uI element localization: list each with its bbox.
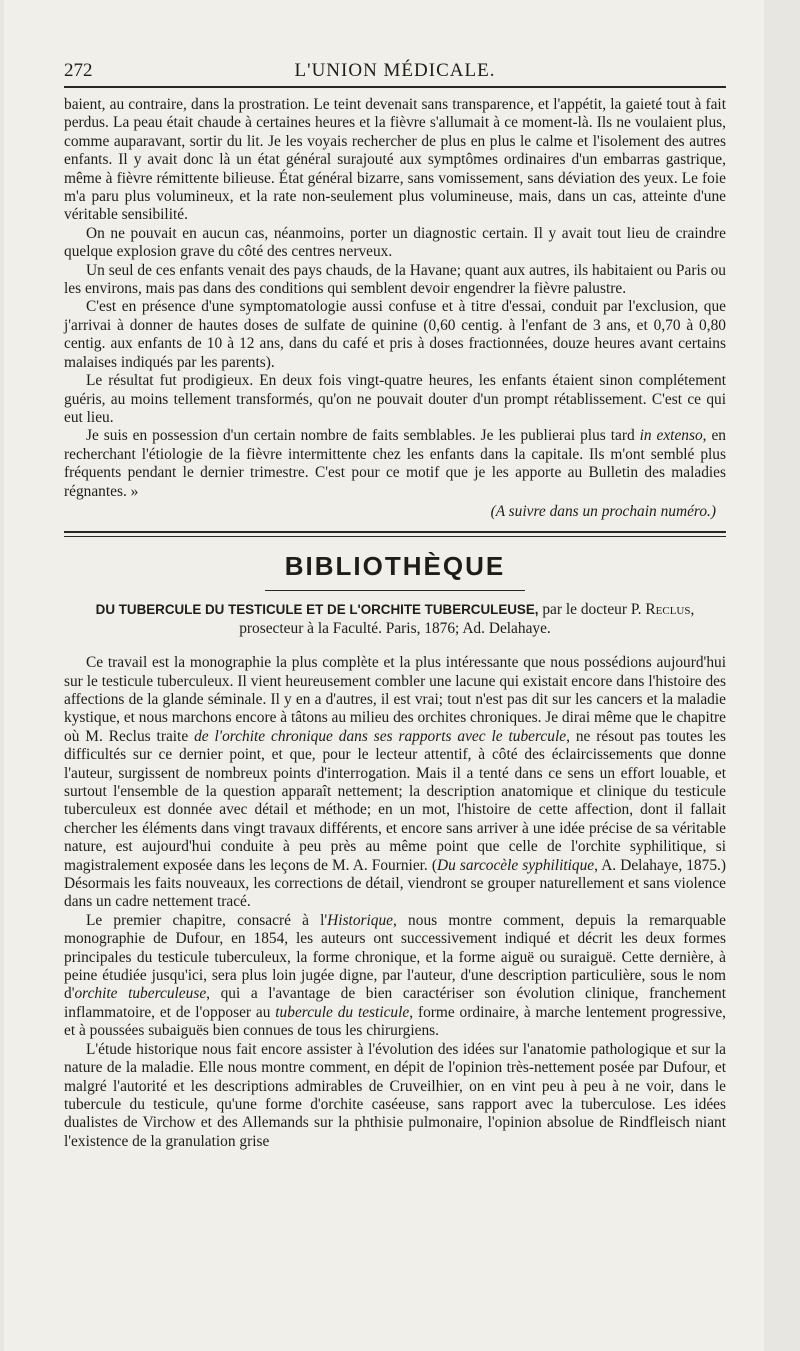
r2-italic-3: tubercule du testicule	[275, 1003, 410, 1021]
continued-note: (A suivre dans un prochain numéro.)	[490, 502, 716, 520]
r2-italic-1: Historique	[327, 911, 394, 929]
review-paragraph-1	[64, 654, 726, 912]
section-title: BIBLIOTHÈQUE	[284, 551, 506, 582]
p6-text-a: Je suis en possession d'un certain nombre de faits semblables. Je les publierai plus tard	[86, 427, 640, 445]
r1-italic-2: Du sarcocèle syphilitique	[436, 856, 595, 874]
article-paragraph-3: Un seul de ces enfants venait des pays chauds, de la Havane; quant aux autres, ils habitaient ou Paris ou les environs, mais pas dans des conditions qui semblent devoir engendrer la fièvre palustre.	[64, 261, 726, 298]
review-paragraph-3: L'étude historique nous fait encore assister à l'évolution des idées sur l'anatomie pathologique et sur la nature de la maladie. Elle nous montre comment, en dépit de l'opinion très-nettement posée par Dufour, et malgré l'autorité et les descriptions admirables de Cruveilhier, on en vint peu à peu à ne voir, dans le tubercule du testicule, qu'une forme d'orchite caséeuse, sans rapport avec la tuberculose. Les idées dualistes de Virchow et des Allemands sur la phthisie pulmonaire, l'opinion absolue de Rindfleisch niant l'existence de la granulation grise	[64, 1040, 726, 1150]
r2-text-b: , nous montre comment, depuis la remarquable monographie de Dufour, en 1854, les auteurs ont successivement indiqué et décrit les deux formes principales du testicule tuberculeux, la forme chronique, et la forme aiguë ou suraiguë. Cette dernière, à peine étudiée jusqu'ici, sera plus loin jugée digne, par l'auteur, d'une description particulière, sous le nom d'	[64, 911, 726, 1003]
r1-text-b: , ne résout pas toutes les difficultés sur ce dernier point, et que, pour le lecteur attentif, à côté des éclaircissements que donne l'auteur, surgissent de nombreux points d'interrogation. Mais il a tenté dans ce sens un effort louable, et surtout l'ensemble de la question apparaît nettement; la description anatomique et clinique du testicule tuberculeux est donnée avec détail et méthode; en un mot, l'histoire de cette affection, dont il fallait chercher les éléments dans vingt travaux différents, et encore sans arriver à une idée précise de sa véritable nature, est aujourd'hui conduite à peu près au même point que celle de l'orchite syphilitique, si magistralement exposée dans les leçons de M. A. Fournier. (	[64, 727, 726, 874]
review-paragraph-2	[64, 912, 726, 1041]
article-paragraph-5: Le résultat fut prodigieux. En deux fois vingt-quatre heures, les enfants étaient sinon complétement guéris, au moins tellement transformés, qu'on ne pouvait douter d'un prompt rétablissement. C'est ce qui eut lieu.	[64, 372, 726, 426]
section-divider	[64, 531, 726, 537]
r1-text-c: , A. Delahaye, 1875.) Désormais les faits nouveaux, les corrections de détail, viendront se grouper naturellement et sans violence dans un cadre nettement tracé.	[64, 856, 726, 911]
book-author: Reclus	[645, 601, 691, 619]
r2-text-d: , forme ordinaire, à marche lentement progressive, et à poussées subaiguës bien connues de tous les chirurgiens.	[64, 1003, 726, 1040]
r2-italic-2: orchite tuberculeuse	[74, 985, 207, 1003]
p6-italic: in extenso	[639, 427, 703, 445]
p6-text-b: , en recherchant l'étiologie de la fièvre intermittente chez les enfants dans la capitale. Ils m'ont semblé plus fréquents pendant le dernier trimestre. C'est pour ce motif que je les apporte au Bulletin des maladies régnantes. »	[64, 427, 726, 500]
running-title: L'UNION MÉDICALE.	[294, 60, 496, 81]
page-header	[64, 56, 726, 88]
book-title: DU TUBERCULE DU TESTICULE ET DE L'ORCHITE TUBERCULEUSE,	[95, 602, 539, 618]
article-paragraph-4: C'est en présence d'une symptomatologie aussi confuse et à titre d'essai, conduit par l'exclusion, que j'arrivai à donner de hautes doses de sulfate de quinine (0,60 centig. à l'enfant de 3 ans, et 0,70 à 0,80 centig. aux enfants de 10 à 12 ans, dans du café et pris à doses fractionnées, douze heures avant certains malaises indiqués par les parents).	[64, 298, 726, 371]
article-paragraph-6	[64, 427, 726, 501]
book-reference	[64, 601, 726, 638]
page-number: 272	[64, 60, 93, 81]
r2-text-c: , qui a l'avantage de bien caractériser son évolution clinique, franchement inflammatoire, et de l'opposer au	[64, 985, 726, 1021]
article-paragraph-1: baient, au contraire, dans la prostration. Le teint devenait sans transparence, et l'appétit, la gaieté tout à fait perdus. La peau était chaude à certaines heures et la fièvre s'allumait à ce moment-là. Ils ne voulaient plus, comme auparavant, sortir du lit. Je les voyais rechercher de plus en plus le calme et l'isolement des autres enfants. Il y avait donc là un état général surajouté aux symptômes ordinaires d'un embarras gastrique, même à fièvre rémittente bilieuse. État général bizarre, sans vomissement, sans déviation des yeux. Le foie m'a paru plus volumineux, et la rate non-seulement plus volumineuse, mais, dans un cas, atteinte d'une véritable sensibilité.	[64, 96, 726, 224]
r1-text-a: Ce travail est la monographie la plus complète et la plus intéressante que nous possédions aujourd'hui sur le testicule tuberculeux. Il vient heureusement combler une lacune qui existait encore dans l'histoire des affections de la glande séminale. Il y en a d'autres, il est vrai; tout n'est pas dit sur les cancers et la maladie kystique, et nous marchons encore à tâtons au milieu des orchites chroniques. Je dirai même que le chapitre où M. Reclus traite	[64, 654, 727, 745]
r2-text-a: Le premier chapitre, consacré à l'	[86, 911, 328, 929]
article-paragraph-2: On ne pouvait en aucun cas, néanmoins, porter un diagnostic certain. Il y avait tout lieu de craindre quelque explosion grave du côté des centres nerveux.	[64, 224, 726, 261]
book-by: par le docteur P.	[538, 601, 646, 619]
r1-italic-1: de l'orchite chronique dans ses rapports avec le tubercule	[194, 727, 567, 745]
title-underline	[265, 590, 525, 591]
book-publisher: , prosecteur à la Faculté. Paris, 1876; Ad. Delahaye.	[239, 601, 695, 637]
document-page	[4, 0, 764, 1351]
